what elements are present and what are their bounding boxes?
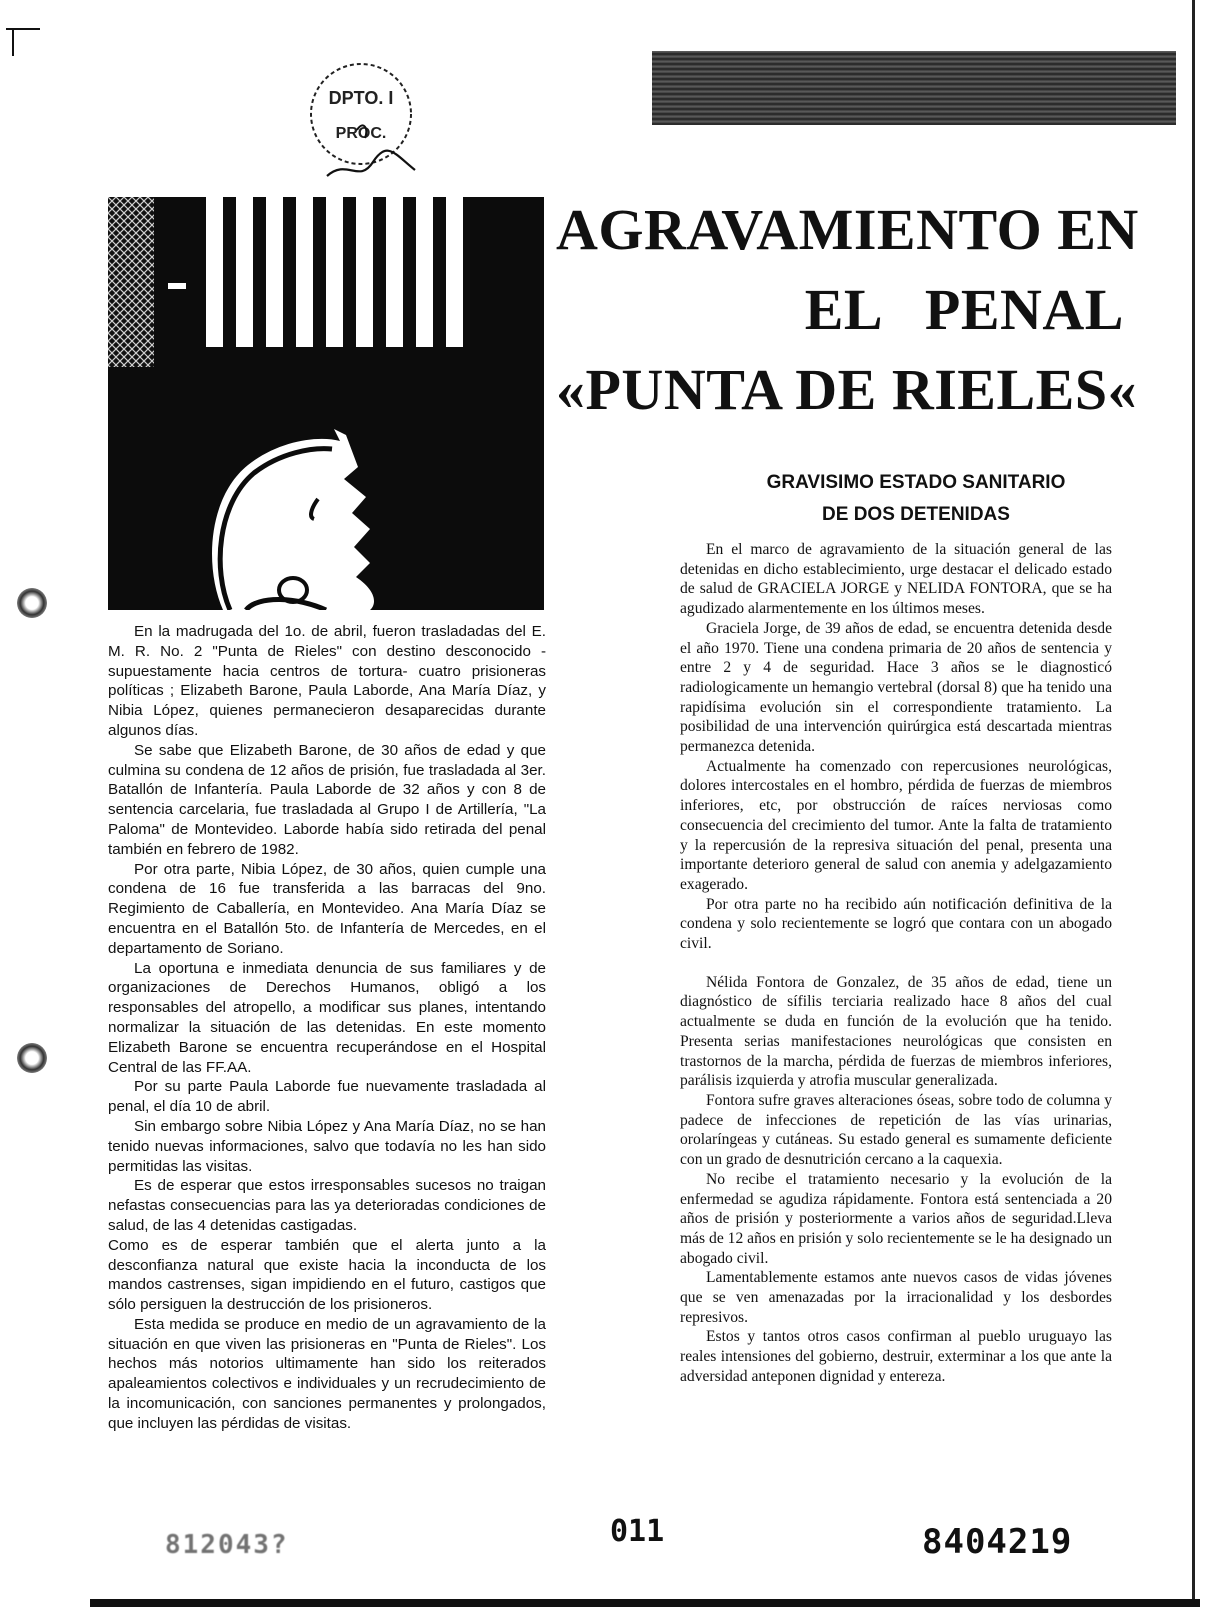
title-line-2: EL PENAL — [804, 277, 1124, 342]
scan-corner-mark — [12, 30, 14, 56]
smudged-archive-number: 812043? — [165, 1530, 289, 1560]
subheading-line-2: DE DOS DETENIDAS — [822, 504, 1010, 525]
department-stamp — [297, 58, 425, 186]
article-title — [556, 190, 1139, 430]
paragraph: Esta medida se produce en medio de un agravamiento de la situación en que viven las prisioneras en "Punta de Rieles". Los hechos más notorios ultimamente han sido los reiterados apaleamientos colectivos e individuales y un recrudecimiento de la incomunicación, con sanciones permanentes y prolongados, que incluyen las pérdidas de visitas. — [108, 1315, 546, 1432]
paragraph: Como es de esperar también que el alerta junto a la desconfianza natural que existe hacia la inconducta de los mandos castrenses, sigan impidiendo en el futuro, castigos que sólo persiguen la destrucción de los prisioneros. — [108, 1236, 546, 1314]
right-column-text — [680, 540, 1112, 1387]
scan-edge-right — [1192, 0, 1195, 1607]
signature-scribble-icon — [327, 151, 415, 176]
paragraph: Lamentablemente estamos ante nuevos casos de vidas jóvenes que se ven amenazadas por la irracionalidad y los desbordes represivos. — [680, 1269, 1112, 1326]
subheading-line-1: GRAVISIMO ESTADO SANITARIO — [766, 472, 1066, 493]
paragraph: En la madrugada del 1o. de abril, fueron trasladadas del E. M. R. No. 2 "Punta de Rieles" con destino desconocido -supuestamente hacia centros de tortura- cuatro prisioneras políticas ; Elizabeth Barone, Paula Laborde, Ana María Díaz, y Nibia López, quienes permanecieron desaparecidas durante algunos días. — [108, 623, 546, 739]
scan-edge-bottom — [90, 1599, 1200, 1607]
page-number: 011 — [610, 1514, 665, 1549]
paragraph: Sin embargo sobre Nibia López y Ana María Díaz, no se han tenido nuevas informaciones, salvo que todavía no les han sido permitidas las visitas. — [108, 1117, 546, 1175]
document-number: 8404219 — [922, 1522, 1073, 1562]
paragraph: Nélida Fontora de Gonzalez, de 35 años de edad, tiene un diagnóstico de sífilis terciaria realizado hace 8 años del cual actualmente se duda en función de la evolución que ha tenido. Presenta serias manifestaciones neurológicas que consisten en trastornos de la marcha, pérdida de fuerzas de miembros inferiores, parálisis izquierda y atrofia muscular generalizada. — [680, 973, 1112, 1090]
paragraph: Por su parte Paula Laborde fue nuevamente trasladada al penal, el día 10 de abril. — [108, 1078, 546, 1116]
binder-hole-icon — [17, 588, 47, 618]
paragraph: Es de esperar que estos irresponsables sucesos no traigan nefastas consecuencias para las ya deterioradas condiciones de salud, de las 4 detenidas castigadas. — [108, 1177, 546, 1234]
paragraph: Estos y tantos otros casos confirman al pueblo uruguayo las reales intensiones del gobierno, destruir, exterminar a los que ante la adversidad anteponen dignidad y entereza. — [680, 1328, 1112, 1385]
paragraph: Se sabe que Elizabeth Barone, de 30 años de edad y que culmina su condena de 12 años de prisión, fue trasladada al 3er. Batallón de Infantería. Paula Laborde de 32 años y con 8 de sentencia carcelaria, fue trasladada al Grupo I de Artillería, "La Paloma" de Montevideo. Laborde había sido retirada del penal también en febrero de 1982. — [108, 741, 546, 858]
stamp-line-2: PROC. — [335, 125, 387, 142]
paragraph: Graciela Jorge, de 39 años de edad, se encuentra detenida desde el año 1970. Tiene una condena primaria de 20 años de sentencia y entre 2 y 4 de seguridad. Hace 3 años se le diagnosticó radiologicamente un hemangio vertebral (dorsal 8) que ha tenido una rapidísima evolución sin el correspondiente tratamiento. La posibilidad de una intervención quirúrgica está descartada mientras permanezca detenida. — [680, 619, 1112, 756]
article-subheading — [660, 467, 1172, 531]
left-column-text — [108, 622, 546, 1434]
prison-bars — [206, 197, 463, 347]
paragraph: En el marco de agravamiento de la situación general de las detenidas en dicho establecimiento, urge destacar el delicado estado de salud de GRACIELA JORGE y NELIDA FONTORA, que se ha agudizado alarmentemente en los últimos meses. — [680, 541, 1112, 618]
title-line-1: AGRAVAMIENTO EN — [556, 197, 1139, 262]
paragraph: No recibe el tratamiento necesario y la evolución de la enfermedad se agudiza rápidamente. Fontora está sentenciada a 20 años de prisión y posteriormente a varios años de seguridad.Lleva más de 12 años en prisión y solo recientemente se le ha designado un abogado civil. — [680, 1170, 1112, 1267]
binder-hole-icon — [17, 1043, 47, 1073]
paragraph: La oportuna e inmediata denuncia de sus familiares y de organizaciones de Derechos Humanos, obligó a los responsables del atropello, a modificar sus planes, intentando normalizar la situación de las detenidas. En este momento Elizabeth Barone se encuentra recuperándose en el Hospital Central de las FF.AA. — [108, 959, 546, 1076]
paragraph: Por otra parte, Nibia López, de 30 años, quien cumple una condena de 16 fue transferida a las barracas del 9no. Regimiento de Caballería, en Montevideo. Ana María Díaz se encuentra en el Batallón 5to. de Infantería de Mercedes, en el departamento de Soriano. — [108, 860, 546, 957]
stamp-line-1: DPTO. I — [328, 88, 394, 108]
title-line-3: «PUNTA DE RIELES« — [556, 357, 1138, 422]
paragraph: Actualmente ha comenzado con repercusiones neurológicas, dolores intercostales en el hombro, pérdida de fuerzas de miembros inferiores, etc, por obstrucción de raíces nerviosas como consecuencia del crecimiento del tumor. Ante la falta de tratamiento y la repercusión de la represiva situación del penal, presenta una importante deterioro general de salud con anemia y adelgazamiento exagerado. — [680, 757, 1112, 893]
paragraph: Por otra parte no ha recibido aún notificación definitiva de la condena y solo recientemente se logró que contara con un abogado civil. — [680, 895, 1112, 953]
paragraph: Fontora sufre graves alteraciones óseas, sobre todo de columna y padece de infecciones de repetición de las vías urinarias, orolaríngeas y cutáneas. Su estado general es sumamente deficiente con un grado de desnutrición cercano a la caquexia. — [680, 1091, 1112, 1169]
prison-bars-illustration — [108, 197, 544, 610]
header-banner-bar — [652, 51, 1176, 125]
